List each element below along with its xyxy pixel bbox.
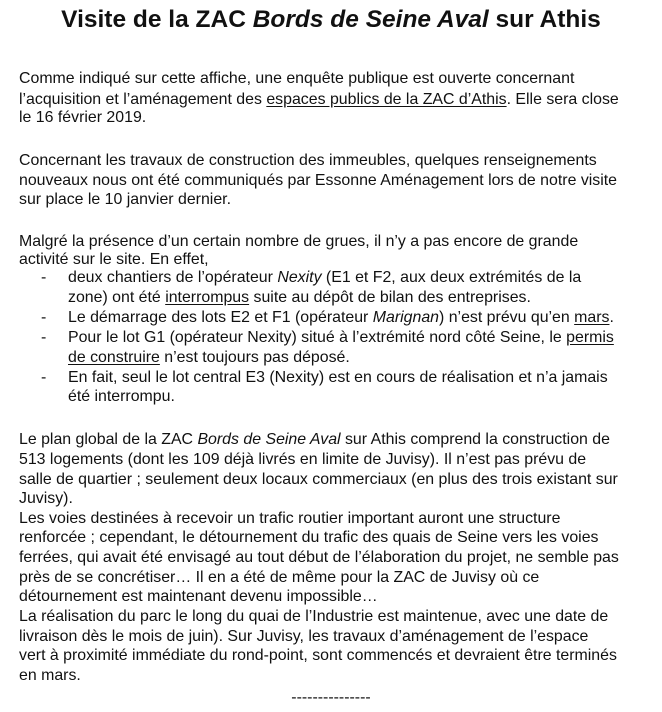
espaces-publics-link[interactable]: espaces publics de la ZAC d’Athis [266,91,507,108]
p2-line: sur place le 10 janvier dernier. [19,191,231,208]
p3-line: activité sur le site. En effet, [19,251,209,268]
p2-line: Concernant les travaux de construction des immeubles, quelques renseignements [19,152,597,169]
p4-line: ferrées, qui avait été envisagé au tout début de l’élaboration du projet, ne semble pas [19,549,619,566]
bullet-dash: - [41,329,47,346]
separator: --------------- [291,689,371,706]
list-item: deux chantiers de l’opérateur Nexity (E1 et F2, aux deux extrémités de la [68,269,582,286]
p4-line: vert à proximité immédiate du rond-point, sont commencés et devraient être terminés [19,647,617,664]
title-italic: Bords de Seine Aval [252,6,489,33]
list-item: Pour le lot G1 (opérateur Nexity) situé à l’extrémité nord côté Seine, le permis [68,329,614,346]
p4-line: en mars. [19,667,81,684]
p4-line: La réalisation du parc le long du quai de l’Industrie est maintenue, avec une date de [19,608,609,625]
bullet-dash: - [41,309,47,326]
p3-line: Malgré la présence d’un certain nombre de grues, il n’y a pas encore de grande [19,233,579,250]
p4-line: Juvisy). [19,490,73,507]
page-title: Visite de la ZAC Bords de Seine Aval sur Athis [61,6,601,33]
p4-line: Le plan global de la ZAC Bords de Seine Aval sur Athis comprend la construction de [19,431,610,448]
p4-line: renforcée ; cependant, le détournement du trafic des quais de Seine vers les voies [19,529,599,546]
bullet-dash: - [41,369,47,386]
p4-line: détournement est maintenant devenu impossible… [19,588,378,605]
list-item: Le démarrage des lots E2 et F1 (opérateur Marignan) n’est prévu qu’en mars. [68,309,614,326]
p4-line: 513 logements (dont les 109 déjà livrés en limite de Juvisy). Il n’est pas prévu de [19,451,587,468]
p4-line: Les voies destinées à recevoir un trafic routier important auront une structure [19,510,561,527]
p4-line: près de se concrétiser… Il en a été de même pour la ZAC de Juvisy où ce [19,569,540,586]
p2-line: nouveaux nous ont été communiqués par Essonne Aménagement lors de notre visite [19,172,618,189]
p1-line: le 16 février 2019. [19,109,147,126]
p4-line: livraison dès le mois de juin). Sur Juvisy, les travaux d’aménagement de l’espace [19,628,589,645]
list-item: de construire n’est toujours pas déposé. [68,349,350,366]
p1-line: l’acquisition et l’aménagement des espaces publics de la ZAC d’Athis. Elle sera close [19,91,619,108]
list-item: zone) ont été interrompus suite au dépôt de bilan des entreprises. [68,289,531,306]
list-item: été interrompu. [68,388,175,405]
list-item: En fait, seul le lot central E3 (Nexity) est en cours de réalisation et n’a jamais [68,369,608,386]
p4-line: salle de quartier ; seulement deux locaux commerciaux (en plus des trois existant sur [19,471,618,488]
p1-line: Comme indiqué sur cette affiche, une enquête publique est ouverte concernant [19,70,575,87]
bullet-dash: - [41,269,47,286]
